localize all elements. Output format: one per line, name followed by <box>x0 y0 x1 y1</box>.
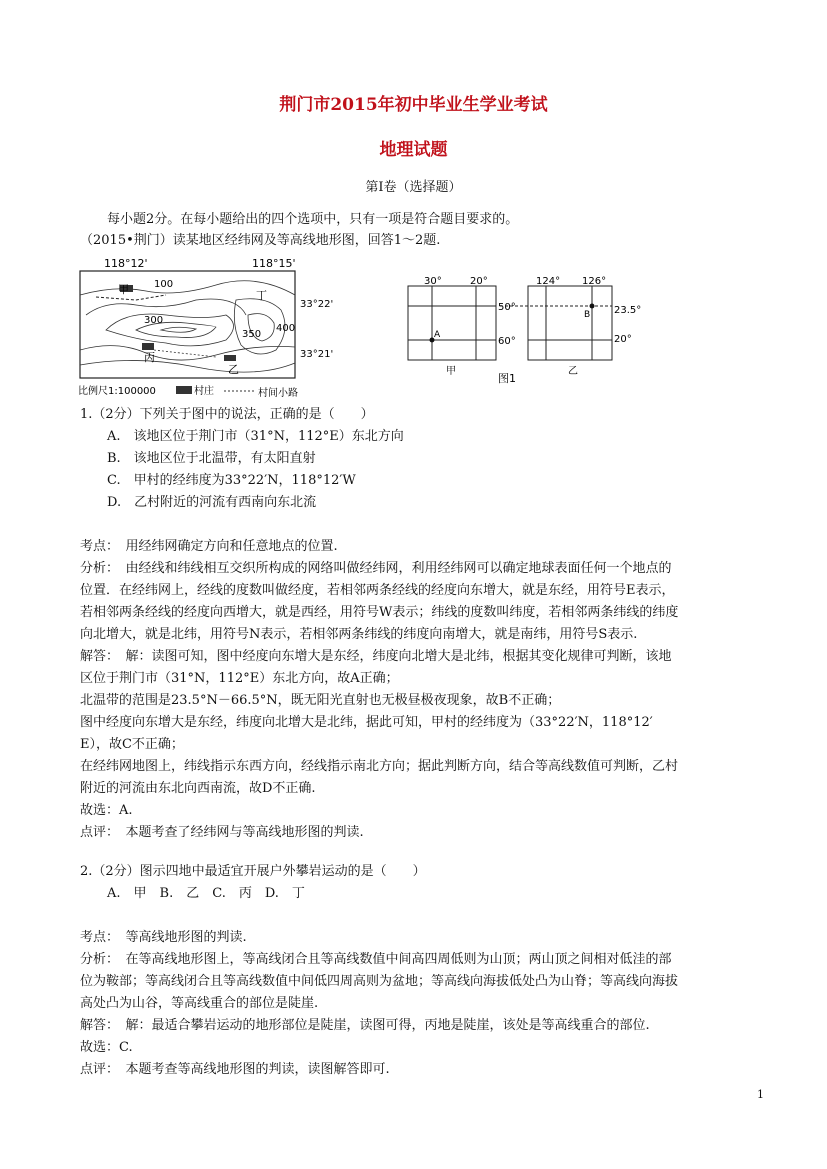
legend-village-icon <box>176 386 192 394</box>
q1-fenxi-2: 位置．在经纬网上，经线的度数叫做经度，若相邻两条经线的经度向东增大，就是东经，用符号E表示， <box>80 583 675 598</box>
contour-400: 400 <box>276 323 296 334</box>
q2-jieda: 解答： 解：最适合攀岩运动的地形部位是陡崖，读图可得，丙地是陡崖，该处是等高线重合的部位. <box>80 1018 650 1033</box>
q2-fenxi-1: 分析： 在等高线地形图上，等高线闭合且等高线数值中间高四周低则为山顶；两山顶之间相对低洼的部 <box>80 952 672 967</box>
label-jia: 甲 <box>118 283 129 296</box>
q2-pingping: 点评： 本题考查等高线地形图的判读，读图解答即可. <box>80 1062 390 1077</box>
fig-b-right1: 23.5° <box>614 305 642 316</box>
village-path <box>154 350 216 357</box>
exam-title: 荆门市2015年初中毕业生学业考试 <box>279 95 548 115</box>
q2-options: A. 甲 B. 乙 C. 丙 D. 丁 <box>107 886 305 901</box>
q1-jieda-6: 在经纬网地图上，纬线指示东西方向，经线指示南北方向；据此判断方向，结合等高线数值可判断，乙村 <box>80 759 679 774</box>
q1-option-a: A. 该地区位于荆门市（31°N，112°E）东北方向 <box>107 429 404 444</box>
fig-a-top1: 30° <box>424 276 442 287</box>
contour-300: 300 <box>144 315 164 326</box>
fig-a-point: A <box>434 330 441 340</box>
q2-stem: 2.（2分）图示四地中最适宜开展户外攀岩运动的是（ ） <box>80 864 426 879</box>
fig-a-top2: 20° <box>470 276 488 287</box>
section-heading: 第Ⅰ卷（选择题） <box>365 180 462 195</box>
figure-1 <box>400 270 650 385</box>
q1-fenxi-3: 若相邻两条经线的经度向西增大，就是西经，用符号W表示；纬线的度数叫纬度，若相邻两条纬线的纬度 <box>80 605 679 620</box>
q1-answer: 故选：A. <box>80 803 133 818</box>
river-line <box>96 295 166 300</box>
contour-350: 350 <box>242 329 262 340</box>
q2-fenxi-3: 高处凸为山谷，等高线重合的部位是陡崖. <box>80 996 319 1011</box>
fig-caption: 图1 <box>498 372 516 385</box>
q1-stem: 1.（2分）下列关于图中的说法，正确的是（ ） <box>80 407 374 422</box>
point-b <box>590 304 595 309</box>
q1-option-b: B. 该地区位于北温带，有太阳直射 <box>107 451 316 466</box>
fig-a-label: 甲 <box>446 366 456 377</box>
map-lat-top: 33°22' <box>300 299 334 310</box>
village-yi-marker <box>224 355 236 361</box>
fig-a-right2: 60° <box>498 336 516 347</box>
fig-b-top1: 124° <box>536 276 561 287</box>
q1-pingping: 点评： 本题考查了经纬网与等高线地形图的判读. <box>80 825 364 840</box>
label-ding: 丁 <box>256 289 267 302</box>
fig-b-top2: 126° <box>582 276 607 287</box>
q2-answer: 故选：C. <box>80 1040 133 1055</box>
q1-jieda-2: 区位于荆门市（31°N，112°E）东北方向，故A正确； <box>80 671 399 686</box>
fig-a-right1: 50° <box>498 302 516 313</box>
q1-jieda-7: 附近的河流由东北向西南流，故D不正确. <box>80 781 316 796</box>
fig-b-point: B <box>584 310 591 320</box>
instruction-text: 每小题2分。在每小题给出的四个选项中，只有一项是符合题目要求的。 <box>107 212 519 227</box>
q1-jieda-5: E），故C不正确； <box>80 737 184 752</box>
label-bing: 丙 <box>144 351 155 364</box>
q1-option-c: C. 甲村的经纬度为33°22′N，118°12′W <box>107 473 356 488</box>
map-lat-bottom: 33°21' <box>300 349 334 360</box>
q1-jieda-4: 图中经度向东增大是东经，纬度向北增大是北纬，据此可知，甲村的经纬度为（33°22′N，118°12′ <box>80 715 653 730</box>
q1-jieda-3: 北温带的范围是23.5°N－66.5°N，既无阳光直射也无极昼极夜现象，故B不正确； <box>80 693 561 708</box>
q1-jieda-1: 解答： 解：读图可知，图中经度向东增大是东经，纬度向北增大是北纬，根据其变化规律可判断，该地 <box>80 649 672 664</box>
grid-yi-frame <box>528 286 612 360</box>
fig-b-right2: 20° <box>614 334 632 345</box>
intro-text: （2015•荆门）读某地区经纬网及等高线地形图，回答1～2题. <box>80 233 441 248</box>
q2-fenxi-2: 位为鞍部；等高线闭合且等高线数值中间低四周高则为盆地；等高线向海拔低处凸为山脊；等高线向海拔 <box>80 974 679 989</box>
q1-fenxi-4: 向北增大，就是北纬，用符号N表示，若相邻两条纬线的纬度向南增大，就是南纬，用符号S表示. <box>80 627 638 642</box>
q1-kaodian: 考点： 用经纬网确定方向和任意地点的位置. <box>80 539 338 554</box>
contour-map <box>76 255 336 400</box>
map-lon-left: 118°12' <box>104 257 148 270</box>
legend-village: 村庄 <box>194 386 214 397</box>
q2-kaodian: 考点： 等高线地形图的判读. <box>80 930 247 945</box>
page-number: 1 <box>757 1088 764 1101</box>
village-bing-marker <box>142 343 154 350</box>
fig-b-label: 乙 <box>568 366 578 377</box>
q1-option-d: D. 乙村附近的河流有西南向东北流 <box>107 495 317 510</box>
q1-fenxi-1: 分析： 由经线和纬线相互交织所构成的网络叫做经纬网，利用经纬网可以确定地球表面任何一个地点的 <box>80 561 672 576</box>
contour-100: 100 <box>154 279 174 290</box>
map-scale: 比例尺1:100000 <box>78 386 156 397</box>
grid-jia-frame <box>408 286 496 360</box>
exam-subtitle: 地理试题 <box>379 140 448 160</box>
label-yi: 乙 <box>228 363 239 376</box>
map-lon-right: 118°15' <box>252 257 296 270</box>
legend-path: 村间小路 <box>258 388 298 399</box>
